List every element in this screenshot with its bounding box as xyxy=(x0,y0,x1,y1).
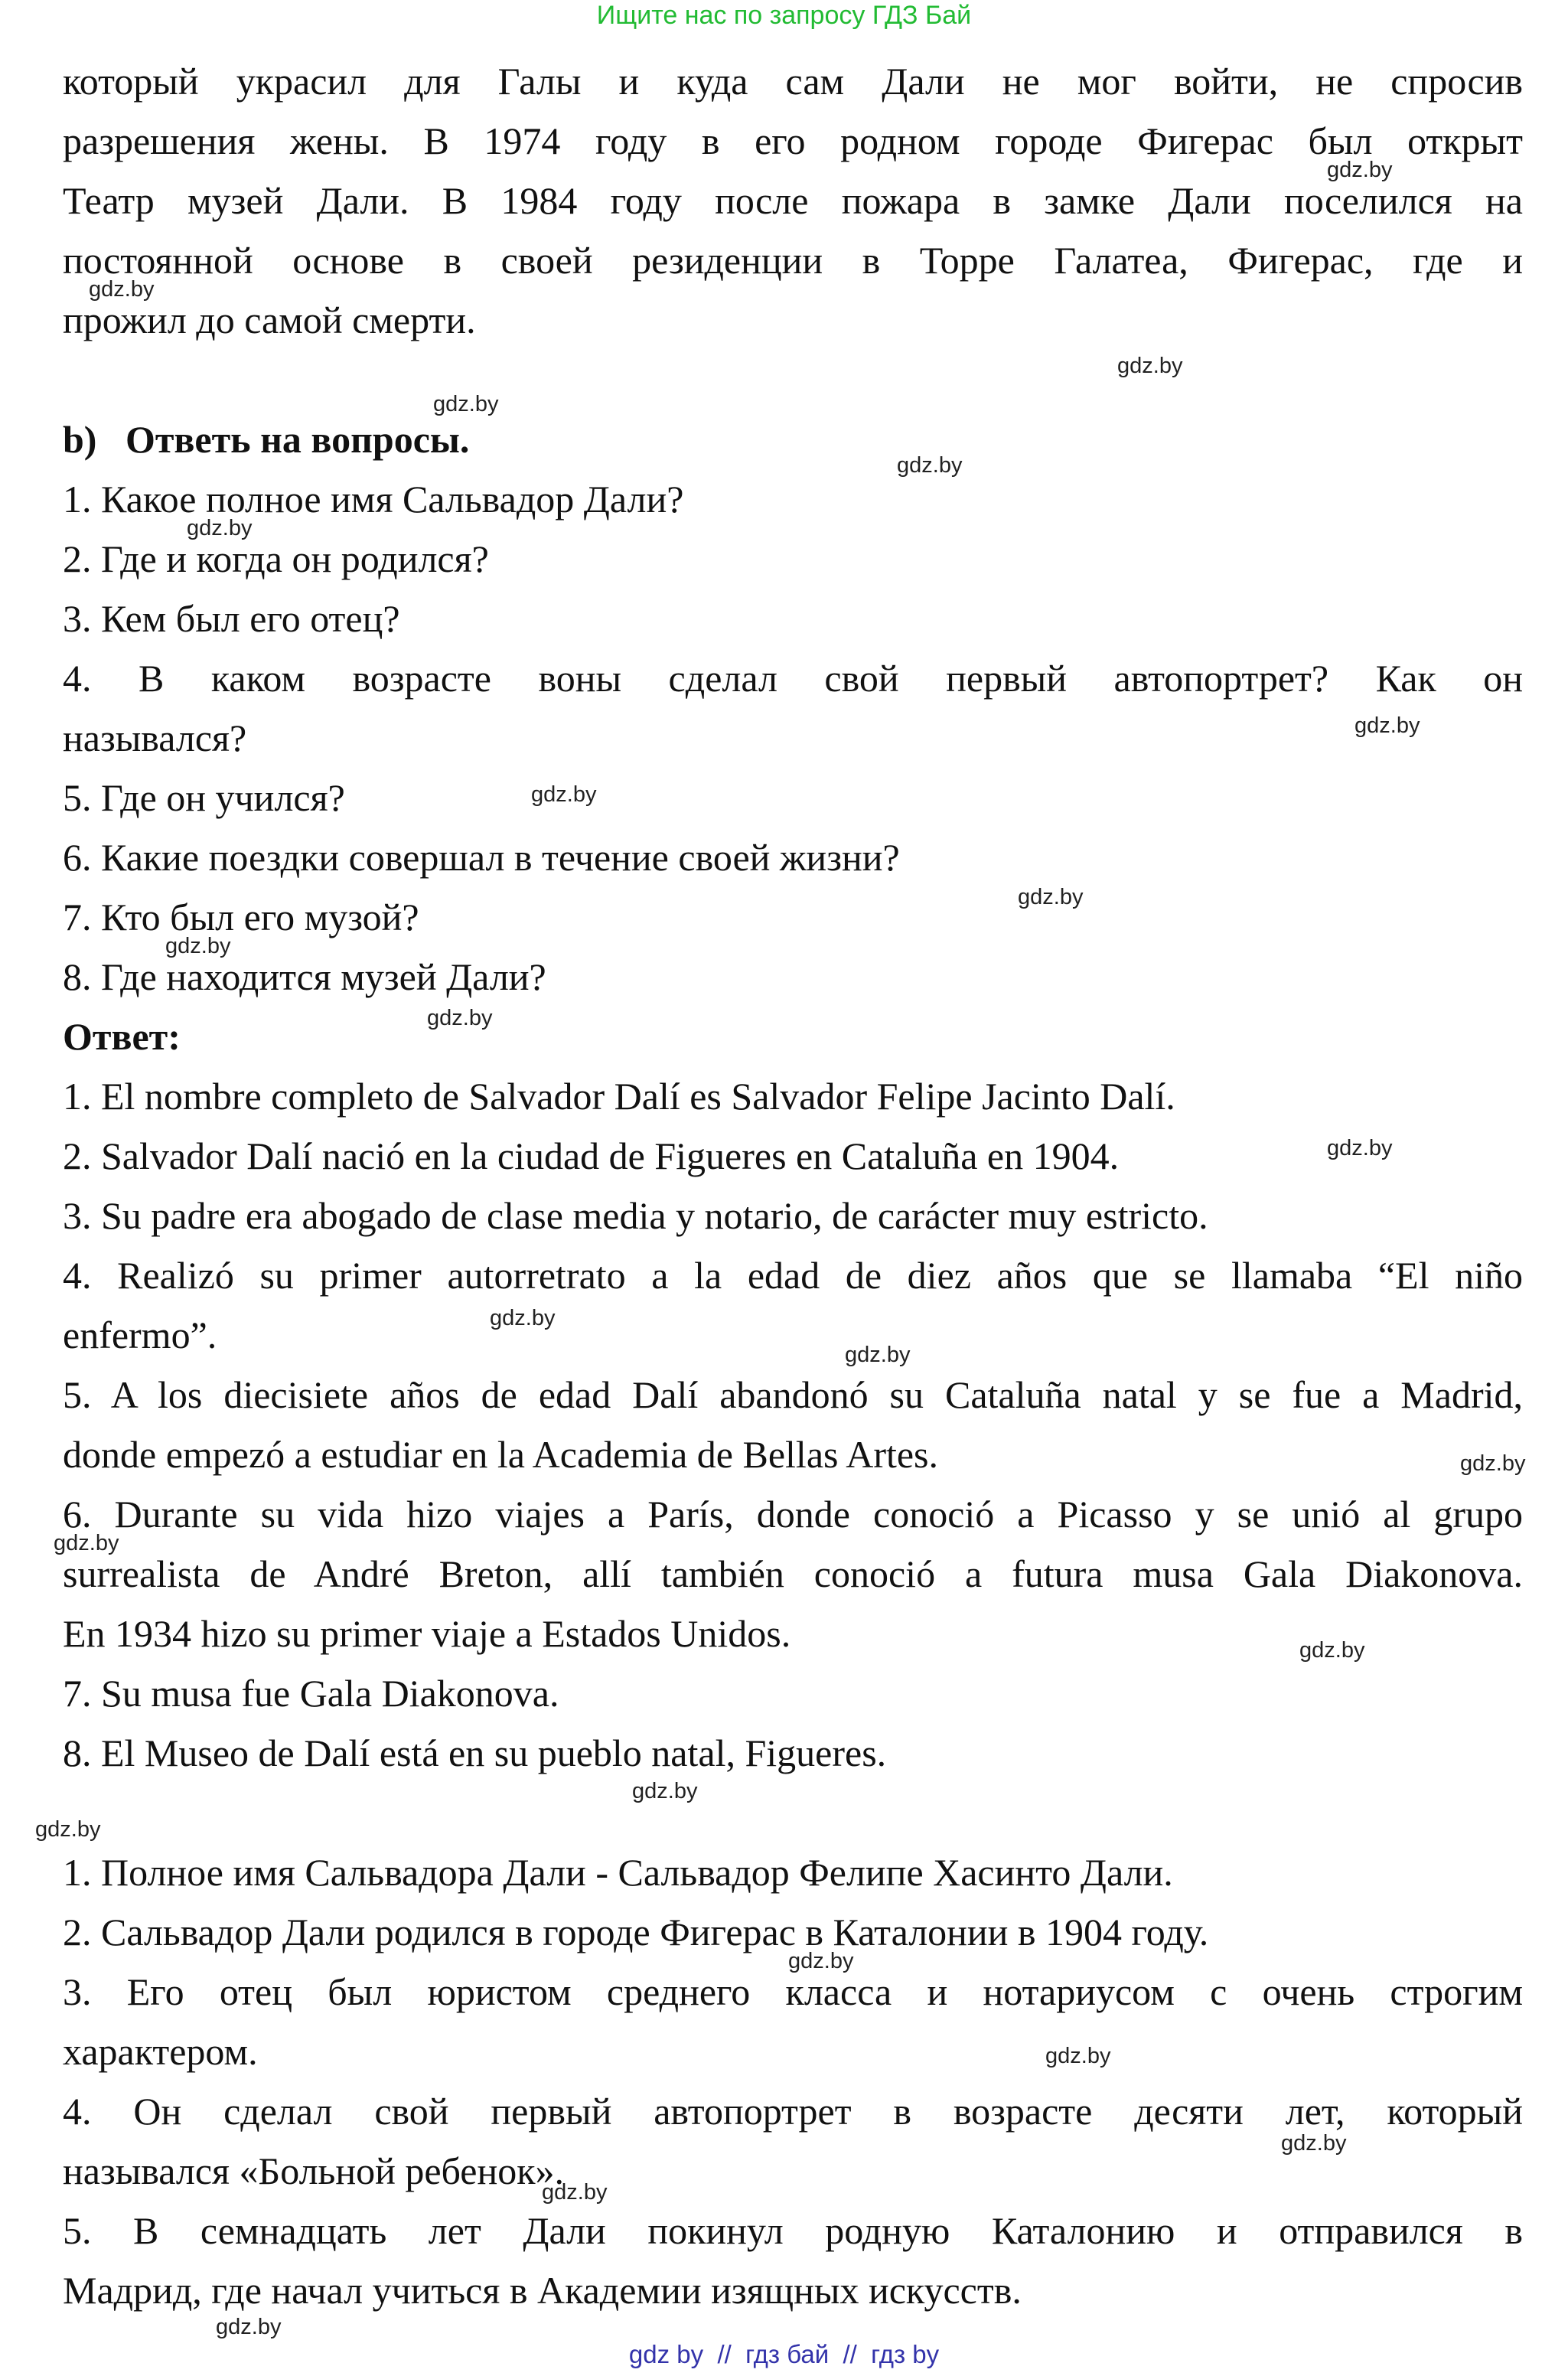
watermark: gdz.by xyxy=(1299,1638,1365,1663)
watermark: gdz.by xyxy=(490,1306,556,1330)
question-line: 5. Где он учился? xyxy=(63,776,345,819)
answer-ru-line: 5. В семнадцать лет Дали покинул родную Каталонию и отправился в xyxy=(63,2209,1523,2252)
watermark: gdz.by xyxy=(897,453,963,478)
answer-es-line: En 1934 hizo su primer viaje a Estados Unidos. xyxy=(63,1612,791,1655)
intro-line: который украсил для Галы и куда сам Дали не мог войти, не спросив xyxy=(63,60,1523,103)
intro-line: постоянной основе в своей резиденции в Торре Галатеа, Фигерас, где и xyxy=(63,239,1523,282)
answer-ru-line: 4. Он сделал свой первый автопортрет в возрасте десяти лет, который xyxy=(63,2090,1523,2133)
question-line: 4. В каком возрасте воны сделал свой первый автопортрет? Как он xyxy=(63,657,1523,700)
watermark: gdz.by xyxy=(542,2180,608,2205)
watermark: gdz.by xyxy=(433,392,499,416)
answer-es-line: donde empezó a estudiar en la Academia de Bellas Artes. xyxy=(63,1433,939,1476)
question-line: 1. Какое полное имя Сальвадор Дали? xyxy=(63,478,684,521)
watermark: gdz.by xyxy=(1327,158,1393,182)
watermark: gdz.by xyxy=(1018,885,1084,909)
question-line: 2. Где и когда он родился? xyxy=(63,537,489,580)
answer-es-line: 3. Su padre era abogado de clase media y notario, de carácter muy estricto. xyxy=(63,1194,1208,1237)
intro-line: разрешения жены. В 1974 году в его родном городе Фигерас был открыт xyxy=(63,119,1523,162)
watermark: gdz.by xyxy=(845,1343,911,1367)
answer-es-line: 5. A los diecisiete años de edad Dalí abandonó su Cataluña natal y se fue a Madrid, xyxy=(63,1373,1523,1416)
answer-es-line: 1. El nombre completo de Salvador Dalí es Salvador Felipe Jacinto Dalí. xyxy=(63,1075,1175,1118)
task-heading: b) Ответь на вопросы. xyxy=(63,418,470,461)
answer-heading: Ответ: xyxy=(63,1015,181,1058)
answer-es-line: surrealista de André Breton, allí también conoció a futura musa Gala Diakonova. xyxy=(63,1552,1523,1595)
answer-es-line: 4. Realizó su primer autorretrato a la edad de diez años que se llamaba “El niño xyxy=(63,1254,1523,1297)
answer-ru-line: 1. Полное имя Сальвадора Дали - Сальвадор Фелипе Хасинто Дали. xyxy=(63,1851,1173,1894)
question-line: назывался? xyxy=(63,716,247,759)
answer-es-line: 2. Salvador Dalí nació en la ciudad de Figueres en Cataluña en 1904. xyxy=(63,1134,1120,1177)
answer-ru-line: назывался «Больной ребенок». xyxy=(63,2149,565,2192)
answer-es-line: enfermo”. xyxy=(63,1314,217,1356)
watermark: gdz.by xyxy=(531,782,597,807)
intro-line: Театр музей Дали. В 1984 году после пожара в замке Дали поселился на xyxy=(63,179,1523,222)
watermark: gdz.by xyxy=(1460,1451,1526,1476)
watermark: gdz.by xyxy=(54,1531,119,1555)
answer-es-line: 7. Su musa fue Gala Diakonova. xyxy=(63,1672,559,1715)
watermark: gdz.by xyxy=(89,277,155,302)
watermark: gdz.by xyxy=(165,934,231,958)
watermark: gdz.by xyxy=(632,1779,698,1803)
question-line: 6. Какие поездки совершал в течение своей жизни? xyxy=(63,836,900,879)
answer-es-line: 6. Durante su vida hizo viajes a París, donde conoció a Picasso y se unió al grupo xyxy=(63,1493,1523,1536)
question-line: 8. Где находится музей Дали? xyxy=(63,955,546,998)
intro-line: прожил до самой смерти. xyxy=(63,299,476,341)
question-line: 3. Кем был его отец? xyxy=(63,597,400,640)
answer-ru-line: Мадрид, где начал учиться в Академии изящных искусств. xyxy=(63,2269,1022,2312)
answer-ru-line: 2. Сальвадор Дали родился в городе Фигерас в Каталонии в 1904 году. xyxy=(63,1911,1209,1953)
watermark: gdz.by xyxy=(1327,1136,1393,1160)
watermark: gdz.by xyxy=(427,1006,493,1030)
site-header-banner[interactable]: Ищите нас по запросу ГДЗ Бай xyxy=(596,1,972,30)
question-line: 7. Кто был его музой? xyxy=(63,896,419,938)
watermark: gdz.by xyxy=(187,516,253,540)
watermark: gdz.by xyxy=(35,1817,101,1842)
answer-ru-line: характером. xyxy=(63,2030,258,2073)
answer-ru-line: 3. Его отец был юристом среднего класса и нотариусом с очень строгим xyxy=(63,1970,1523,2013)
watermark: gdz.by xyxy=(1117,354,1183,378)
site-footer-links[interactable]: gdz by // гдз бай // гдз by xyxy=(628,2340,940,2368)
watermark: gdz.by xyxy=(1045,2044,1111,2068)
watermark: gdz.by xyxy=(216,2315,282,2339)
watermark: gdz.by xyxy=(1281,2131,1347,2156)
watermark: gdz.by xyxy=(1354,713,1420,738)
watermark: gdz.by xyxy=(788,1949,854,1973)
answer-es-line: 8. El Museo de Dalí está en su pueblo natal, Figueres. xyxy=(63,1731,887,1774)
